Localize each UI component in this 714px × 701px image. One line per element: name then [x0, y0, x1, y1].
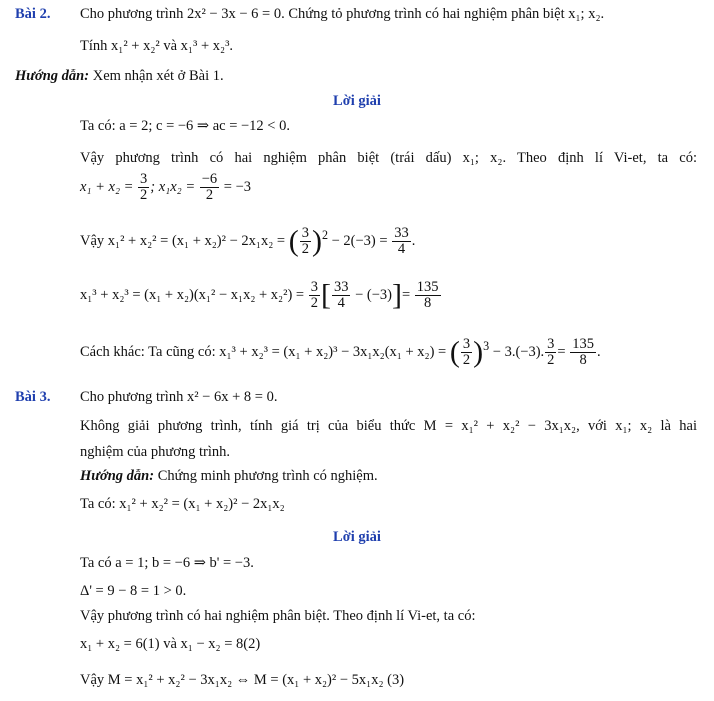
bai2-step2: Vậy phương trình có hai nghiệm phân biệt (trái dấu) x₁; x₂. Theo định lí Vi-et, ta có:: [80, 150, 697, 166]
vieta-product: ; x₁x₂ =: [150, 178, 196, 195]
bai3-problem-line2: Không giải phương trình, tính giá trị của biểu thức M = x₁² + x₂² − 3x₁x₂, với x₁; x₂ là hai: [80, 418, 697, 434]
vieta-product-value: = −3: [223, 178, 252, 195]
fraction-135-8: $\frac{135}{8}$: [416, 279, 439, 311]
bai2-problem-line1: Cho phương trình 2x² − 3x − 6 = 0. Chứng tỏ phương trình có hai nghiệm phân biệt x₁; x₂.: [80, 6, 605, 22]
bai2-label: Bài 2.: [15, 6, 51, 22]
bai2-hint: [15, 68, 224, 85]
fraction-3-2: $\frac{3}{2}$: [462, 336, 471, 368]
fraction-3-2: $\frac{3}{2}$: [547, 336, 555, 368]
bai3-label: Bài 3.: [15, 389, 51, 405]
sum-cubes-expr: x₁³ + x₂³ = (x₁ + x₂)(x₁² − x₁x₂ + x₂²) =: [80, 286, 305, 303]
fraction-3-2: $\frac{3}{2}$: [301, 225, 309, 257]
fraction-135-8: $\frac{135}{8}$: [572, 336, 594, 368]
bai3-identity: Ta có: x₁² + x₂² = (x₁ + x₂)² − 2x₁x₂: [80, 496, 285, 512]
alternative-mid: − 3.(−3).: [492, 343, 545, 360]
bai2-sum-of-squares: Vậy x₁² + x₂² = (x₁ + x₂)² − 2x₁x₂ = ( $\frac{3}{2}$ )$^2$ − 2(−3) = $\frac{33}{4}$ .: [80, 224, 416, 258]
bai2-hint-text: Xem nhận xét ở Bài 1.: [89, 68, 224, 84]
sum-cubes-mid: − (−3): [355, 286, 392, 303]
bai3-step3: Vậy phương trình có hai nghiệm phân biệt. Theo định lí Vi-et, ta có:: [80, 608, 476, 624]
sum-squares-tail: − 2(−3) =: [331, 232, 388, 249]
bai3-hint-text: Chứng minh phương trình có nghiệm.: [154, 468, 378, 484]
bai2-problem-line2: Tính x₁² + x₂² và x₁³ + x₂³.: [80, 38, 234, 54]
bai2-solution-heading: Lời giải: [333, 93, 381, 109]
bai3-hint-label: Hướng dẫn:: [80, 468, 155, 484]
bai3-step1: Ta có a = 1; b = −6 ⇒ b' = −3.: [80, 555, 254, 571]
bai2-step1: Ta có: a = 2; c = −6 ⇒ ac = −12 < 0.: [80, 118, 290, 134]
bai2-sum-of-cubes: x₁³ + x₂³ = (x₁ + x₂)(x₁² − x₁x₂ + x₂²) = $\frac{3}{2}$ [ $\frac{33}{4}$ − (−3)]= $\frac{135}{8}$: [80, 278, 439, 312]
sum-squares-expr: Vậy x₁² + x₂² = (x₁ + x₂)² − 2x₁x₂ =: [80, 232, 286, 249]
bai3-step5: Vậy M = x₁² + x₂² − 3x₁x₂ ⇔ M = (x₁ + x₂)² − 5x₁x₂ (3): [80, 672, 405, 688]
fraction-3-2: $\frac{3}{2}$: [310, 279, 318, 311]
fraction-33-4: $\frac{33}{4}$: [394, 225, 409, 257]
fraction-3-2: $\frac{3}{2}$: [140, 171, 148, 203]
fraction-m6-2: $\frac{-6}{2}$: [201, 171, 218, 203]
vieta-sum: x₁ + x₂ =: [80, 178, 134, 195]
fraction-33-4: $\frac{33}{4}$: [333, 279, 349, 311]
bai2-alternative: Cách khác: Ta cũng có: x₁³ + x₂³ = (x₁ + x₂)³ − 3x₁x₂(x₁ + x₂) = ( $\frac{3}{2}$ )$^3$ − 3.(−3). $\frac{3}{2}$ = $\frac{135}{8}$ .: [80, 335, 601, 369]
bai2-hint-label: Hướng dẫn:: [15, 68, 90, 84]
bai3-problem-line3: nghiệm của phương trình.: [80, 444, 231, 460]
bai3-step2: Δ' = 9 − 8 = 1 > 0.: [80, 583, 187, 599]
bai3-problem-line1: Cho phương trình x² − 6x + 8 = 0.: [80, 389, 278, 405]
bai3-solution-heading: Lời giải: [333, 529, 381, 545]
bai2-vieta-formulas: [80, 172, 251, 203]
alternative-expr: Cách khác: Ta cũng có: x₁³ + x₂³ = (x₁ + x₂)³ − 3x₁x₂(x₁ + x₂) =: [80, 343, 447, 360]
bai3-step4: x₁ + x₂ = 6(1) và x₁ − x₂ = 8(2): [80, 636, 261, 652]
bai3-hint: [80, 468, 378, 485]
